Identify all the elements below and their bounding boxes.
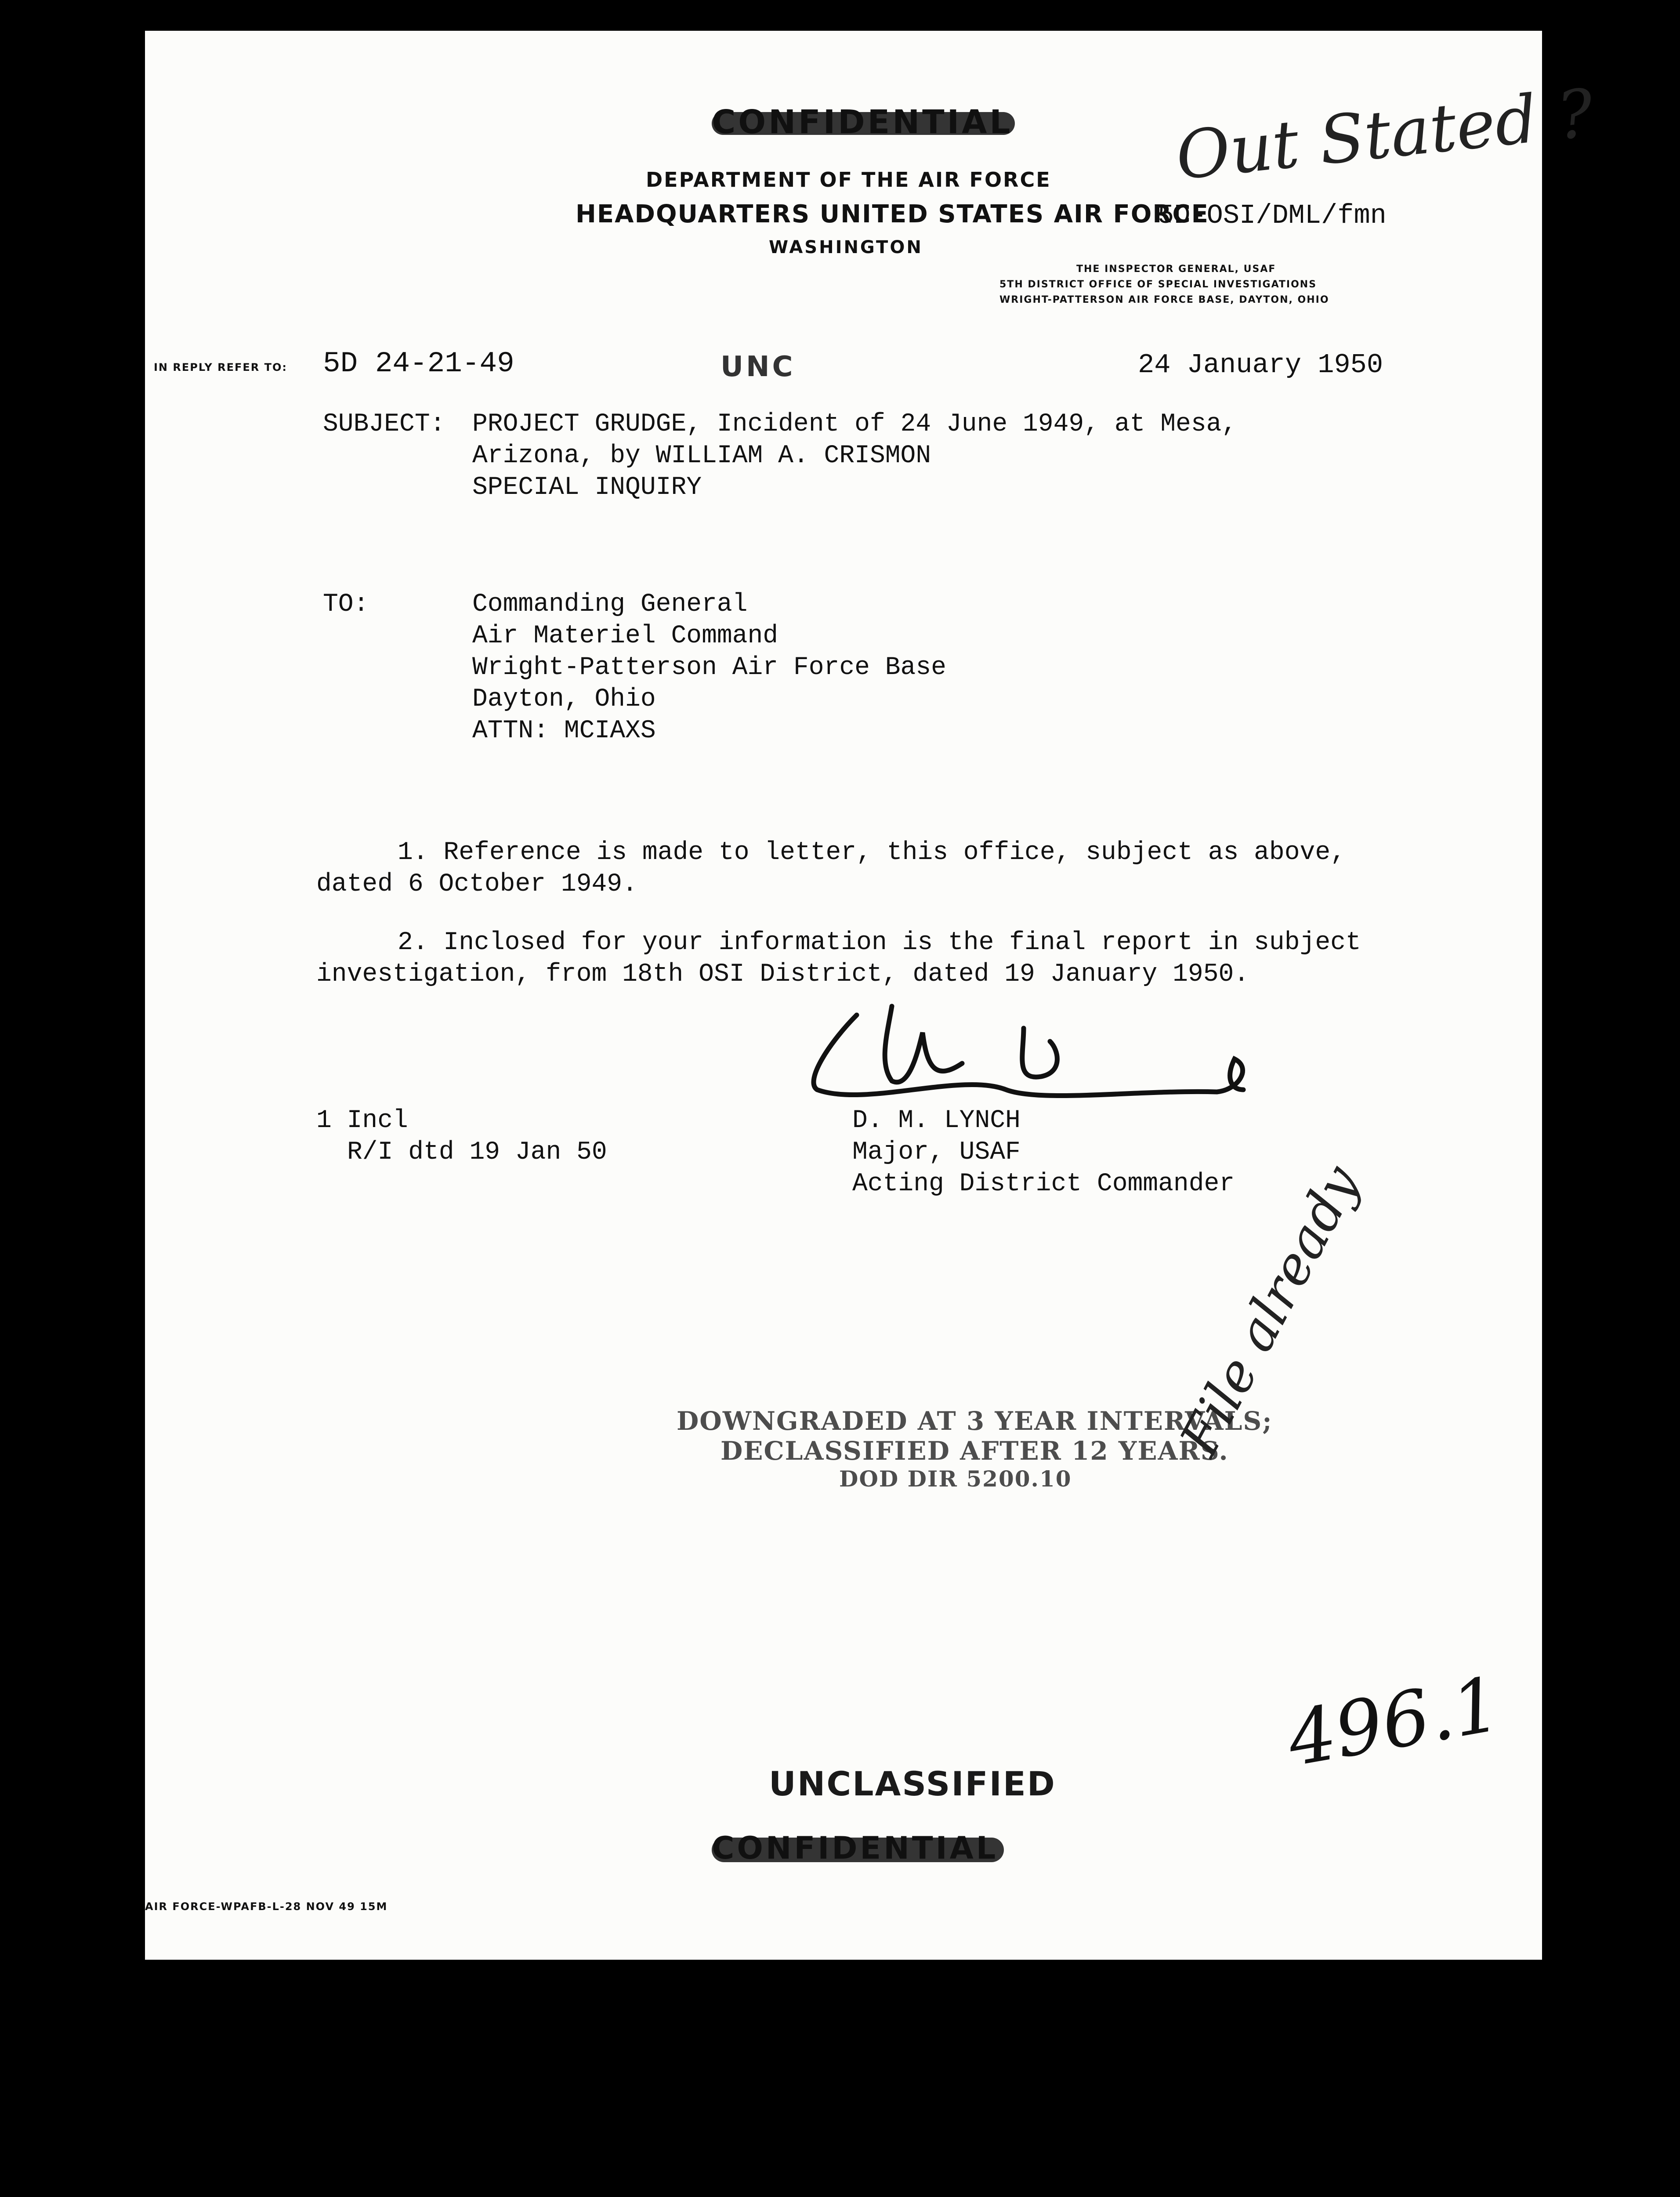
file-code: 5D-OSI/DML/fmn — [1158, 200, 1387, 231]
reference-number: 5D 24-21-49 — [323, 347, 514, 380]
signature-scrawl — [778, 980, 1296, 1112]
handwritten-side-note: File already — [1169, 1156, 1372, 1466]
downgrade-stamp-line-2: DECLASSIFIED AFTER 12 YEARS. — [721, 1436, 1229, 1466]
subject-line-1: PROJECT GRUDGE, Incident of 24 June 1949, at Mesa, — [472, 410, 1237, 439]
to-label: TO: — [323, 590, 369, 619]
office-line-1: THE INSPECTOR GENERAL, USAF — [1076, 264, 1276, 275]
paragraph-2-line-1: 2. Inclosed for your information is the final report in subject — [398, 928, 1361, 957]
location-heading: WASHINGTON — [769, 237, 923, 257]
reply-refer-label: IN REPLY REFER TO: — [154, 361, 287, 373]
subject-line-3: SPECIAL INQUIRY — [472, 473, 702, 502]
paragraph-1-line-2: dated 6 October 1949. — [316, 870, 637, 899]
subject-label: SUBJECT: — [323, 410, 445, 439]
enclosure-line-2: R/I dtd 19 Jan 50 — [347, 1138, 607, 1167]
letter-date: 24 January 1950 — [1138, 349, 1383, 381]
headquarters-heading: HEADQUARTERS UNITED STATES AIR FORCE — [576, 200, 1209, 228]
downgrade-stamp-line-1: DOWNGRADED AT 3 YEAR INTERVALS; — [677, 1406, 1273, 1436]
addressee-line-5: ATTN: MCIAXS — [472, 717, 656, 745]
partial-unclassified-stamp: UNC — [721, 351, 796, 383]
classification-top-strike — [712, 112, 1015, 135]
paragraph-1-line-1: 1. Reference is made to letter, this office, subject as above, — [398, 838, 1346, 867]
addressee-line-4: Dayton, Ohio — [472, 685, 656, 714]
signer-rank: Major, USAF — [852, 1138, 1021, 1167]
enclosure-line-1: 1 Incl — [316, 1106, 408, 1135]
form-number: AIR FORCE-WPAFB-L-28 NOV 49 15M — [145, 1900, 388, 1913]
addressee-line-3: Wright-Patterson Air Force Base — [472, 653, 946, 682]
office-line-2: 5TH DISTRICT OFFICE OF SPECIAL INVESTIGATIONS — [999, 279, 1317, 290]
addressee-line-1: Commanding General — [472, 590, 748, 619]
paragraph-2-line-2: investigation, from 18th OSI District, dated 19 January 1950. — [316, 960, 1249, 989]
signer-name: D. M. LYNCH — [852, 1106, 1021, 1135]
unclassified-stamp: UNCLASSIFIED — [769, 1764, 1056, 1803]
signer-title: Acting District Commander — [852, 1170, 1235, 1198]
subject-line-2: Arizona, by WILLIAM A. CRISMON — [472, 442, 931, 470]
addressee-line-2: Air Materiel Command — [472, 622, 778, 650]
classification-bottom-strike — [712, 1838, 1004, 1862]
downgrade-stamp-line-3: DOD DIR 5200.10 — [839, 1466, 1072, 1492]
handwritten-file-number: 496.1 — [1281, 1660, 1507, 1784]
handwritten-top-note: Out Stated ? — [1172, 75, 1597, 195]
letter-page — [145, 31, 1597, 1960]
department-heading: DEPARTMENT OF THE AIR FORCE — [646, 168, 1051, 192]
office-line-3: WRIGHT-PATTERSON AIR FORCE BASE, DAYTON, OHIO — [999, 294, 1329, 305]
